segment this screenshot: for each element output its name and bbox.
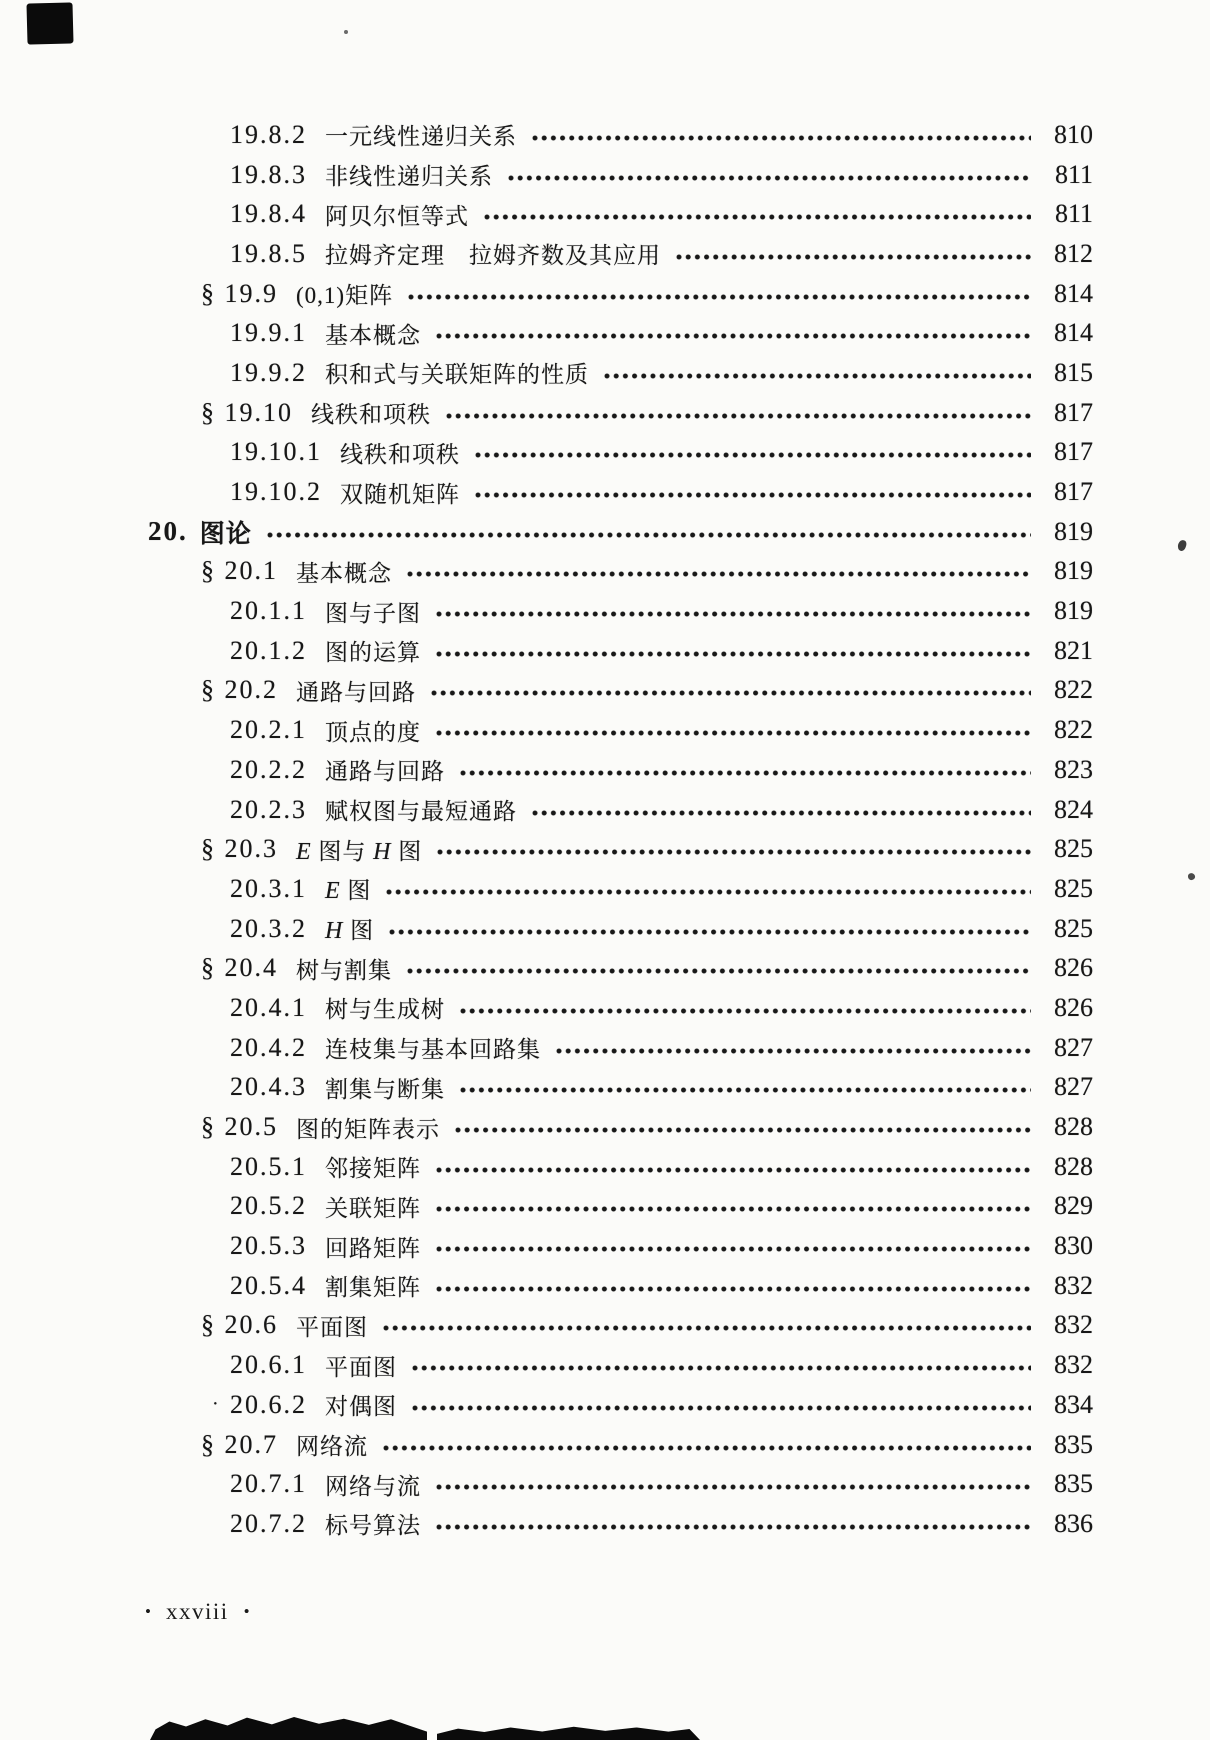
dot-leader xyxy=(435,1285,1031,1293)
toc-entry-page-number: 814 xyxy=(1054,278,1093,308)
toc-entry-number: 20.4.2 xyxy=(230,1032,307,1062)
toc-entry-number: 20.7.1 xyxy=(230,1469,307,1499)
toc-entry: · 20.6.2 对偶图 834 xyxy=(212,1389,1093,1420)
dot-leader xyxy=(382,1444,1031,1452)
toc-entry-number: 20. xyxy=(148,516,188,547)
toc-entry-title: 树与生成树 xyxy=(325,997,445,1023)
toc-entry-page-number: 829 xyxy=(1054,1191,1093,1221)
toc-entry-title: 图与子图 xyxy=(325,600,421,626)
toc-entry-page-number: 815 xyxy=(1054,357,1093,387)
toc-entry-title: 一元线性递归关系 xyxy=(325,124,517,150)
toc-entry-title: 图的运算 xyxy=(325,640,421,666)
toc-entry xyxy=(0,1504,1210,1544)
dot-leader xyxy=(507,174,1031,182)
scan-speck xyxy=(344,30,348,34)
toc-entry xyxy=(0,1068,1210,1108)
toc-entry xyxy=(0,710,1210,750)
toc-entry-page-number: 835 xyxy=(1054,1469,1093,1499)
toc-entry-title: 图的矩阵表示 xyxy=(296,1116,440,1142)
toc-entry-number: 20.6.2 xyxy=(230,1389,307,1419)
dot-leader xyxy=(388,928,1031,936)
toc-entry-page-number: 819 xyxy=(1054,556,1093,586)
toc-entry xyxy=(0,1345,1210,1385)
toc-entry-number: § 20.4 xyxy=(201,953,278,983)
toc-entry-page-number: 835 xyxy=(1054,1429,1093,1459)
toc-entry-number: § 20.5 xyxy=(201,1112,278,1142)
dot-leader xyxy=(474,491,1031,499)
toc-entry-page-number: 836 xyxy=(1054,1508,1093,1538)
dot-leader xyxy=(675,253,1031,261)
footer-page-number: xxviii xyxy=(165,1599,229,1624)
toc-entry-title: 平面图 xyxy=(296,1314,368,1340)
toc-entry xyxy=(0,671,1210,711)
dot-leader xyxy=(266,531,1031,539)
dot-leader xyxy=(555,1047,1031,1055)
toc-entry-page-number: 832 xyxy=(1054,1310,1093,1340)
toc-entry-page-number: 827 xyxy=(1054,1032,1093,1062)
toc-entry xyxy=(0,274,1210,314)
toc-entry-number: § 19.10 xyxy=(201,397,293,427)
toc-entry-page-number: 834 xyxy=(1054,1389,1093,1419)
toc-entry-page-number: 830 xyxy=(1054,1231,1093,1261)
toc-entry-number: § 19.9 xyxy=(201,278,278,308)
toc-entry-page-number: 819 xyxy=(1054,596,1093,626)
toc-entry-title: 邻接矩阵 xyxy=(325,1156,421,1182)
toc-entry-page-number: 821 xyxy=(1054,635,1093,665)
toc-entry-title: 关联矩阵 xyxy=(325,1195,421,1221)
toc-entry-number: 20.5.2 xyxy=(230,1191,307,1221)
dot-leader xyxy=(435,332,1031,340)
toc-entry-title: 基本概念 xyxy=(296,560,392,586)
toc-entry-page-number: 814 xyxy=(1054,318,1093,348)
dot-leader xyxy=(435,729,1031,737)
toc-entry-title: 图论 xyxy=(199,520,252,548)
footer-right-bullet-icon: • xyxy=(243,1602,250,1621)
dot-leader xyxy=(435,1483,1031,1491)
toc-entry-title: 对偶图 xyxy=(325,1394,397,1420)
toc-entry xyxy=(0,313,1210,353)
dot-leader xyxy=(454,1126,1031,1134)
scan-artifact-bottom-edge-right xyxy=(437,1721,700,1740)
toc-entry xyxy=(0,1147,1210,1187)
toc-entry-page-number: 822 xyxy=(1054,715,1093,745)
toc-entry-title: 平面图 xyxy=(325,1354,397,1380)
toc-entry xyxy=(0,1464,1210,1504)
toc-entry-page-number: 828 xyxy=(1054,1151,1093,1181)
toc-entry xyxy=(0,790,1210,830)
toc-entry-number: 20.7.2 xyxy=(230,1508,307,1538)
toc-entry-number: 20.1.1 xyxy=(230,596,307,626)
toc-entry-number: § 20.2 xyxy=(201,675,278,705)
toc-entry-number: 20.5.3 xyxy=(230,1231,307,1261)
toc-entry-number: 20.2.1 xyxy=(230,715,307,745)
toc-entry-title: 割集与断集 xyxy=(325,1076,445,1102)
toc-entry xyxy=(0,433,1210,473)
toc-entry xyxy=(0,1425,1210,1465)
dot-leader xyxy=(531,134,1031,142)
toc-entry xyxy=(0,829,1210,869)
dot-leader xyxy=(436,848,1031,856)
toc-entry xyxy=(0,1028,1210,1068)
toc-entry-number: 19.8.3 xyxy=(230,159,307,189)
toc-entry-number: 20.3.1 xyxy=(230,873,307,903)
dot-leader xyxy=(483,213,1031,221)
toc-entry xyxy=(0,1187,1210,1227)
dot-leader xyxy=(603,372,1031,380)
dot-leader xyxy=(435,1166,1031,1174)
toc-entry-page-number: 817 xyxy=(1054,477,1093,507)
toc-entry-title: 网络与流 xyxy=(325,1473,421,1499)
toc-entry-number: 20.6.1 xyxy=(230,1350,307,1380)
toc-entry-number: 20.1.2 xyxy=(230,635,307,665)
toc-entry xyxy=(0,115,1210,155)
toc-entry-title: 线秩和项秩 xyxy=(340,441,460,467)
toc-entry xyxy=(0,512,1210,552)
toc-entry-number: 20.5.4 xyxy=(230,1270,307,1300)
toc-entry xyxy=(0,353,1210,393)
dot-leader xyxy=(435,1245,1031,1253)
scan-artifact-bottom-edge-left xyxy=(150,1712,427,1740)
toc-entry-title: 标号算法 xyxy=(325,1513,421,1539)
toc-entry-title: 积和式与关联矩阵的性质 xyxy=(325,362,589,388)
toc-entry-number: § 20.6 xyxy=(201,1310,278,1340)
toc-entry-page-number: 825 xyxy=(1054,913,1093,943)
toc-entry-page-number: 810 xyxy=(1054,119,1093,149)
toc-entry xyxy=(0,988,1210,1028)
toc-entry xyxy=(0,393,1210,433)
toc-entry-page-number: 817 xyxy=(1054,437,1093,467)
toc-entry-page-number: 812 xyxy=(1054,238,1093,268)
toc-entry xyxy=(0,1226,1210,1266)
toc-entry-number: 20.4.1 xyxy=(230,992,307,1022)
toc-entry-title: 非线性递归关系 xyxy=(325,164,493,190)
scan-artifact-corner-mark xyxy=(26,2,73,44)
toc-entry-title: 通路与回路 xyxy=(296,679,416,705)
dot-leader xyxy=(435,650,1031,658)
toc-entry-title: 基本概念 xyxy=(325,322,421,348)
footer-left-bullet-icon: • xyxy=(145,1602,151,1621)
toc-entry-page-number: 822 xyxy=(1054,675,1093,705)
dot-leader xyxy=(385,888,1031,896)
toc-entry-number: § 20.7 xyxy=(201,1429,278,1459)
toc-entry-title: 顶点的度 xyxy=(325,719,421,745)
toc-entry-number: § 20.1 xyxy=(201,556,278,586)
dot-leader xyxy=(459,769,1031,777)
toc-entry-title: E 图与 H 图 xyxy=(296,838,423,865)
dot-leader xyxy=(430,689,1031,697)
toc-entry-title: 阿贝尔恒等式 xyxy=(325,203,469,229)
toc-entry-title: 网络流 xyxy=(296,1434,368,1460)
toc-entry-page-number: 827 xyxy=(1054,1072,1093,1102)
dot-leader xyxy=(406,967,1031,975)
toc-entry-page-number: 819 xyxy=(1054,516,1093,546)
toc-entry-page-number: 832 xyxy=(1054,1350,1093,1380)
toc-entry xyxy=(0,948,1210,988)
dot-leader xyxy=(435,610,1031,618)
toc-entry-number: 19.8.4 xyxy=(230,199,307,229)
toc-entry-number: 19.10.2 xyxy=(230,477,322,507)
toc-entry-page-number: 825 xyxy=(1054,873,1093,903)
toc-entry xyxy=(0,869,1210,909)
toc-entry xyxy=(0,552,1210,592)
toc-entry-number: 19.9.2 xyxy=(230,357,307,387)
toc-entry xyxy=(0,472,1210,512)
toc-entry-page-number: 832 xyxy=(1054,1270,1093,1300)
toc-entry-title: (0,1)矩阵 xyxy=(296,283,394,309)
dot-leader xyxy=(459,1007,1031,1015)
toc-entry-title: 赋权图与最短通路 xyxy=(325,799,517,825)
toc-entry xyxy=(0,631,1210,671)
toc-entry-title: 线秩和项秩 xyxy=(311,402,431,428)
toc-entry-number: 19.8.5 xyxy=(230,238,307,268)
toc-entry xyxy=(0,591,1210,631)
toc-entry-title: 通路与回路 xyxy=(325,759,445,785)
toc-entry-title: H 图 xyxy=(325,918,375,945)
toc-entry-page-number: 825 xyxy=(1054,834,1093,864)
toc-entry-page-number: 826 xyxy=(1054,992,1093,1022)
dot-leader xyxy=(435,1523,1031,1531)
page-footer xyxy=(145,1599,250,1625)
dot-leader xyxy=(411,1404,1031,1412)
dot-leader xyxy=(531,809,1031,817)
toc-entry-number: 20.2.2 xyxy=(230,754,307,784)
toc-entry-number: 20.3.2 xyxy=(230,913,307,943)
toc-entry-title: 双随机矩阵 xyxy=(340,481,460,507)
toc-entry-number: § 20.3 xyxy=(201,834,278,864)
toc-entry xyxy=(0,1266,1210,1306)
toc-list xyxy=(0,115,1210,1544)
toc-entry-number: 19.8.2 xyxy=(230,119,307,149)
toc-entry-page-number: 811 xyxy=(1054,199,1093,229)
toc-entry-page-number: 828 xyxy=(1054,1112,1093,1142)
toc-entry-title: 连枝集与基本回路集 xyxy=(325,1037,541,1063)
toc-entry xyxy=(0,1107,1210,1147)
toc-entry-number: 20.4.3 xyxy=(230,1072,307,1102)
toc-entry xyxy=(0,194,1210,234)
dot-leader xyxy=(459,1086,1031,1094)
toc-entry-title: 拉姆齐定理 拉姆齐数及其应用 xyxy=(325,243,661,269)
dot-leader xyxy=(474,451,1031,459)
toc-entry-title: 树与割集 xyxy=(296,957,392,983)
toc-entry-title: 割集矩阵 xyxy=(325,1275,421,1301)
toc-entry-number: 19.10.1 xyxy=(230,437,322,467)
toc-entry xyxy=(0,1306,1210,1346)
toc-entry-title: E 图 xyxy=(325,878,372,905)
toc-entry-page-number: 817 xyxy=(1054,397,1093,427)
dot-leader xyxy=(411,1364,1031,1372)
toc-entry-number: 20.2.3 xyxy=(230,794,307,824)
toc-entry-title: 回路矩阵 xyxy=(325,1235,421,1261)
toc-entry xyxy=(0,155,1210,195)
toc-entry-page-number: 826 xyxy=(1054,953,1093,983)
toc-entry-page-number: 823 xyxy=(1054,754,1093,784)
toc-entry-page-number: 811 xyxy=(1054,159,1093,189)
toc-entry xyxy=(0,234,1210,274)
dot-leader xyxy=(406,570,1031,578)
dot-leader xyxy=(382,1324,1031,1332)
dot-leader xyxy=(445,412,1031,420)
toc-entry-number: 19.9.1 xyxy=(230,318,307,348)
toc-entry-page-number: 824 xyxy=(1054,794,1093,824)
toc-entry-number: 20.5.1 xyxy=(230,1151,307,1181)
toc-entry xyxy=(0,909,1210,949)
dot-leader xyxy=(407,293,1031,301)
toc-entry xyxy=(0,750,1210,790)
dot-leader xyxy=(435,1205,1031,1213)
